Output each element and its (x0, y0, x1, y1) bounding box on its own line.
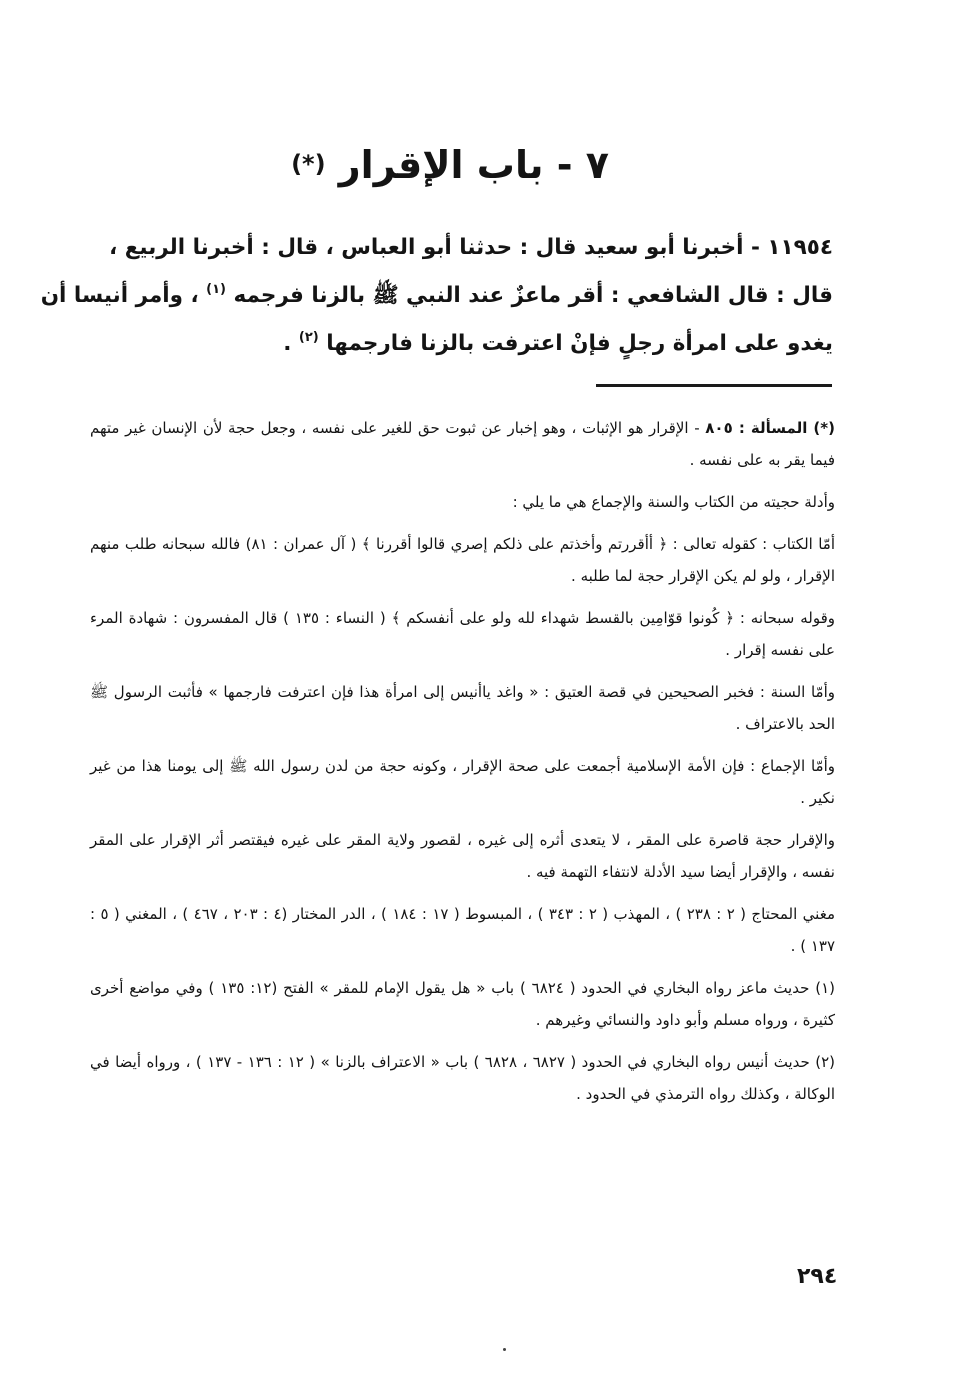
footnote-quran-2: وقوله سبحانه : ﴿ كُونوا قوّامِين بالقسط شهداء لله ولو على أنفسكم ﴾ ( النساء : ١٣٥ ) قال المفسرون : شهادة المرء على نفسه إقرار . (90, 609, 835, 659)
chapter-title (150, 138, 750, 191)
chapter-title-note-mark: (*) (291, 150, 326, 178)
hadith-line-2-tail: ، وأمر أنيسا أن (40, 283, 199, 308)
footnote-separator (596, 384, 832, 387)
chapter-title-text: ٧ - باب الإقرار (338, 143, 609, 187)
footnote-evidence-intro: وأدلة حجيته من الكتاب والسنة والإجماع هي ما يلي : (512, 493, 835, 511)
hadith-line-3-text: يغدو على امرأة رجلٍ فإنْ اعترفت بالزنا فارجمها (326, 331, 833, 356)
scan-speck (503, 1348, 506, 1351)
footnote-ref-1: (١) (206, 282, 226, 297)
hadith-line-2 (40, 272, 833, 320)
footnote-star (90, 412, 835, 476)
page-number: ٢٩٤ (797, 1264, 838, 1289)
footnotes (90, 412, 835, 1120)
hadith-line-2-text: قال : قال الشافعي : أقر ماعزٌ عند النبي ﷺ بالزنا فرجمه (233, 283, 833, 308)
footnote-2: (٢) حديث أنيس رواه البخاري في الحدود ( ٦٨٢٧ ، ٦٨٢٨ ) باب « الاعتراف بالزنا » ( ١٢ : ١٣٦ - ١٣٧ ) ، ورواه أيضا في الوكالة ، وكذلك رواه الترمذي في الحدود . (90, 1053, 835, 1103)
hadith-line-3-tail: . (283, 331, 292, 356)
footnote-ref-2: (٢) (298, 330, 319, 345)
footnote-scope: والإقرار حجة قاصرة على المقر ، لا يتعدى أثره إلى غيره ، لقصور ولاية المقر على غيره فيقتصر أثر الإقرار على المقر نفسه ، والإقرار أيضا سيد الأدلة لانتفاء التهمة فيه . (90, 831, 835, 881)
hadith-line-1: ١١٩٥٤ - أخبرنا أبو سعيد قال : حدثنا أبو العباس ، قال : أخبرنا الربيع ، (109, 235, 833, 260)
hadith-text (40, 224, 833, 368)
footnote-sunnah: وأمّا السنة : فخبر الصحيحين في قصة العتيق : « واغد ياأنيس إلى امرأة هذا فإن اعترفت فارجمها » فأثبت الرسول ﷺ الحد بالاعتراف . (90, 683, 835, 733)
footnote-1: (١) حديث ماعز رواه البخاري في الحدود ( ٦٨٢٤ ) باب « هل يقول الإمام للمقر » الفتح (١٢: ١٣٥ ) وفي مواضع أخرى كثيرة ، ورواه مسلم وأبو داود والنسائي وغيرهم . (90, 979, 835, 1029)
footnote-quran-1: أمّا الكتاب : كقوله تعالى : ﴿ أأقررتم وأخذتم على ذلكم إصري قالوا أقررنا ﴾ ( آل عمران : ٨١) فالله سبحانه طلب منهم الإقرار ، ولو لم يكن الإقرار حجة لما طلبه . (90, 535, 835, 585)
footnote-ijma: وأمّا الإجماع : فإن الأمة الإسلامية أجمعت على صحة الإقرار ، وكونه حجة من لدن رسول الله ﷺ إلى يومنا هذا من غير نكير . (90, 757, 835, 807)
hadith-line-3 (93, 320, 833, 368)
footnote-star-text: - الإقرار هو الإثبات ، وهو إخبار عن ثبوت حق للغير على نفسه ، وجعل حجة لأن الإنسان غير متهم فيما يقر به على نفسه . (90, 419, 835, 469)
footnote-star-label: (*) المسألة : ٨٠٥ (705, 419, 835, 437)
footnote-sources: مغني المحتاج ( ٢ : ٢٣٨ ) ، المهذب ( ٢ : ٣٤٣ ) ، المبسوط ( ١٧ : ١٨٤ ) ، الدر المختار (٤ : ٢٠٣ ، ٤٦٧ ) ، المغني ( ٥ : ١٣٧ ) . (90, 905, 835, 955)
